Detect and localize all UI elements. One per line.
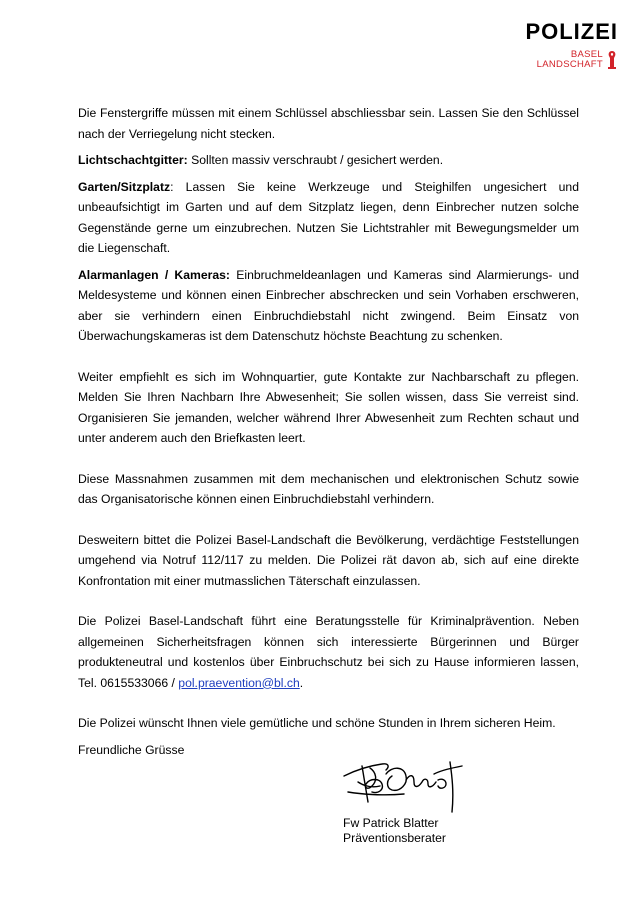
paragraph-garden — [78, 177, 579, 259]
label-lightwell-grates: Lichtschachtgitter: — [78, 153, 188, 167]
police-logo — [525, 20, 618, 70]
logo-subtitle — [525, 50, 618, 70]
greeting: Freundliche Grüsse — [78, 742, 185, 757]
logo-subtitle-text — [537, 50, 603, 70]
paragraph-neighbourhood: Weiter empfiehlt es sich im Wohnquartier, gute Kontakte zur Nachbarschaft zu pflegen. Melden Sie Ihren Nachbarn Ihre Abwesenheit; Sie sollen wissen, dass Sie verreist sind. Organisieren Sie jemanden, welcher während Ihrer Abwesenheit zum Rechten schaut und unter anderem auch den Briefkasten leert. — [78, 369, 579, 445]
text-counselling: Die Polizei Basel-Landschaft führt eine Beratungsstelle für Kriminalprävention. Neben allgemeinen Sicherheitsfragen können sich interessierte Bürgerinnen und Bürger produkteneutral und kostenlos über Einbruchschutz bei sich zu Hause informieren lassen, Tel. 0615533066 / — [78, 614, 579, 690]
paragraph-window-handles: Die Fenstergriffe müssen mit einem Schlüssel abschliessbar sein. Lassen Sie den Schlüssel nach der Verriegelung nicht stecken. — [78, 106, 579, 141]
paragraph-alarms-cameras — [78, 265, 579, 347]
letter-body — [78, 103, 579, 760]
text-alarms-cameras: Einbruchmeldeanlagen und Kameras sind Alarmierungs- und Meldesysteme und können einen Einbrecher abschrecken und sein Vorhaben erschweren, aber sie verhindern einen Einbruchdiebstahl nicht zwingend. Beim Einsatz von Überwachungskameras ist dem Datenschutz höchste Beachtung zu schenken. — [78, 267, 580, 343]
signer-name: Fw Patrick Blatter — [343, 816, 439, 830]
label-alarms-cameras: Alarmanlagen / Kameras: — [78, 267, 230, 282]
logo-title: POLIZEI — [525, 19, 618, 44]
text-lightwell-grates: Sollten massiv verschraubt / gesichert werden. — [187, 153, 444, 167]
basel-staff-icon — [606, 50, 618, 70]
label-garden: Garten/Sitzplatz — [78, 179, 171, 194]
signer-block — [343, 816, 446, 846]
paragraph-counselling — [78, 611, 579, 693]
paragraph-measures: Diese Massnahmen zusammen mit dem mechanischen und elektronischen Schutz sowie das Organisatorische können einen Einbruchdiebstahl verhindern. — [78, 471, 579, 506]
logo-line-landschaft: LANDSCHAFT — [536, 59, 603, 70]
logo-line-basel: BASEL — [570, 49, 603, 60]
signer-role: Präventionsberater — [343, 831, 446, 845]
email-link[interactable]: pol.praevention@bl.ch — [178, 675, 300, 690]
paragraph-emergency: Desweitern bittet die Polizei Basel-Landschaft die Bevölkerung, verdächtige Feststellungen umgehend via Notruf 112/117 zu melden. Die Polizei rät davon ab, sich auf eine direkte Konfrontation mit einer mutmasslichen Täterschaft einzulassen. — [78, 532, 579, 588]
paragraph-wishes: Die Polizei wünscht Ihnen viele gemütliche und schöne Stunden in Ihrem sicheren Heim. — [78, 716, 556, 730]
handwritten-signature — [342, 752, 467, 814]
text-counselling-end: . — [299, 675, 304, 690]
text-garden: : Lassen Sie keine Werkzeuge und Steighilfen ungesichert und unbeaufsichtigt im Garten und auf dem Sitzplatz liegen, denn Einbrecher nutzen solche Gegenstände gerne um einzubrechen. Nutzen Sie Lichtstrahler mit Bewegungsmelder um die Liegenschaft. — [78, 179, 579, 255]
paragraph-lightwell-grates — [78, 150, 579, 171]
